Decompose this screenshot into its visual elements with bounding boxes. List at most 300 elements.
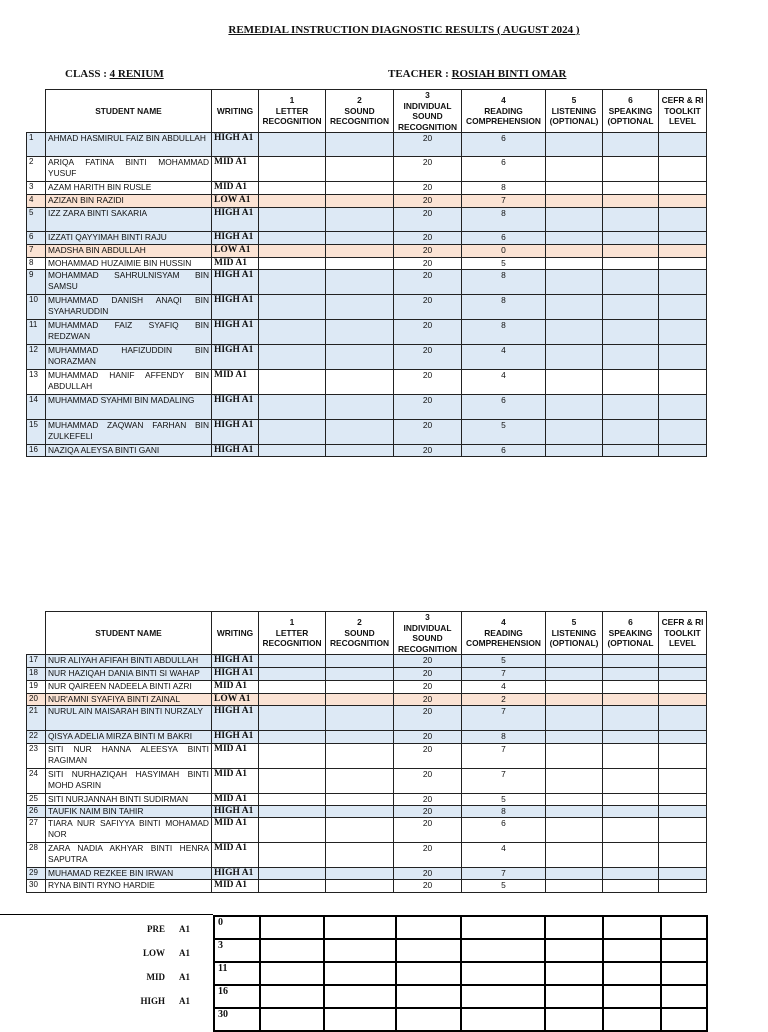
speaking-cell (603, 818, 659, 843)
writing-level-cell: MID A1 (212, 258, 259, 270)
letter-recognition-cell (259, 270, 326, 295)
listening-cell (546, 420, 603, 445)
writing-level-cell: HIGH A1 (212, 731, 259, 744)
individual-sound-recognition-cell: 20 (394, 245, 462, 258)
row-number-cell: 14 (27, 395, 46, 420)
summary-count-cell: 3 (214, 939, 260, 962)
table-row (27, 731, 707, 744)
summary-count-cell: 16 (214, 985, 260, 1008)
cefr-level-cell (659, 843, 707, 868)
header-listening: 5 LISTENING (OPTIONAL) (546, 612, 603, 655)
listening-cell (546, 681, 603, 694)
speaking-cell (603, 769, 659, 794)
individual-sound-recognition-cell: 20 (394, 270, 462, 295)
header-writing: WRITING (212, 612, 259, 655)
listening-cell (546, 668, 603, 681)
individual-sound-recognition-cell: 20 (394, 208, 462, 232)
letter-recognition-cell (259, 818, 326, 843)
summary-row (214, 962, 707, 985)
reading-comprehension-cell: 4 (462, 370, 546, 395)
individual-sound-recognition-cell: 20 (394, 370, 462, 395)
sound-recognition-cell (326, 295, 394, 320)
student-name-cell: MOHAMMAD SAHRULNISYAM BIN SAMSU (46, 270, 212, 295)
cefr-level-cell (659, 370, 707, 395)
summary-empty-cell (661, 962, 707, 985)
sound-recognition-cell (326, 208, 394, 232)
reading-comprehension-cell: 6 (462, 133, 546, 157)
cefr-level-cell (659, 133, 707, 157)
speaking-cell (603, 270, 659, 295)
writing-level-cell: MID A1 (212, 744, 259, 769)
writing-level-cell: HIGH A1 (212, 232, 259, 245)
table-row (27, 320, 707, 345)
summary-empty-cell (324, 916, 396, 939)
class-info (65, 68, 164, 80)
speaking-cell (603, 395, 659, 420)
student-name-cell: NUR ALIYAH AFIFAH BINTI ABDULLAH (46, 655, 212, 668)
summary-labels (100, 924, 190, 1020)
summary-empty-cell (545, 985, 603, 1008)
writing-level-cell: HIGH A1 (212, 420, 259, 445)
listening-cell (546, 769, 603, 794)
letter-recognition-cell (259, 655, 326, 668)
cefr-level-cell (659, 818, 707, 843)
speaking-cell (603, 182, 659, 195)
sound-recognition-cell (326, 445, 394, 457)
writing-level-cell: HIGH A1 (212, 345, 259, 370)
letter-recognition-cell (259, 245, 326, 258)
summary-empty-cell (603, 939, 661, 962)
summary-row (214, 1008, 707, 1031)
reading-comprehension-cell: 6 (462, 395, 546, 420)
reading-comprehension-cell: 4 (462, 681, 546, 694)
reading-comprehension-cell: 0 (462, 245, 546, 258)
table-row (27, 706, 707, 731)
listening-cell (546, 880, 603, 893)
row-number-cell: 6 (27, 232, 46, 245)
table-row (27, 195, 707, 208)
writing-level-cell: MID A1 (212, 370, 259, 395)
summary-empty-cell (324, 1008, 396, 1031)
sound-recognition-cell (326, 157, 394, 182)
letter-recognition-cell (259, 133, 326, 157)
speaking-cell (603, 681, 659, 694)
reading-comprehension-cell: 8 (462, 270, 546, 295)
writing-level-cell: MID A1 (212, 880, 259, 893)
table-row (27, 445, 707, 457)
writing-level-cell: HIGH A1 (212, 655, 259, 668)
table-row (27, 258, 707, 270)
summary-empty-cell (461, 962, 545, 985)
row-number-cell: 15 (27, 420, 46, 445)
individual-sound-recognition-cell: 20 (394, 806, 462, 818)
summary-empty-cell (603, 916, 661, 939)
summary-label: HIGH A1 (140, 996, 190, 1006)
student-name-cell: MUHAMMAD HANIF AFFENDY BIN ABDULLAH (46, 370, 212, 395)
listening-cell (546, 445, 603, 457)
summary-row (214, 985, 707, 1008)
row-number-cell: 7 (27, 245, 46, 258)
cefr-level-cell (659, 320, 707, 345)
individual-sound-recognition-cell: 20 (394, 157, 462, 182)
letter-recognition-cell (259, 843, 326, 868)
summary-empty-cell (461, 916, 545, 939)
listening-cell (546, 794, 603, 806)
summary-empty-cell (661, 939, 707, 962)
writing-level-cell: HIGH A1 (212, 320, 259, 345)
speaking-cell (603, 370, 659, 395)
reading-comprehension-cell: 7 (462, 706, 546, 731)
table-row (27, 681, 707, 694)
row-number-cell: 29 (27, 868, 46, 880)
row-number-cell: 18 (27, 668, 46, 681)
table-row (27, 232, 707, 245)
individual-sound-recognition-cell: 20 (394, 320, 462, 345)
summary-divider (0, 914, 213, 915)
table-row (27, 843, 707, 868)
page-title: REMEDIAL INSTRUCTION DIAGNOSTIC RESULTS ( AUGUST 2024 ) (228, 24, 580, 36)
student-name-cell: MUHAMMAD SYAHMI BIN MADALING (46, 395, 212, 420)
summary-empty-cell (603, 985, 661, 1008)
speaking-cell (603, 295, 659, 320)
summary-empty-cell (324, 962, 396, 985)
listening-cell (546, 133, 603, 157)
summary-empty-cell (661, 916, 707, 939)
letter-recognition-cell (259, 744, 326, 769)
summary-count-cell: 30 (214, 1008, 260, 1031)
row-number-cell: 17 (27, 655, 46, 668)
sound-recognition-cell (326, 270, 394, 295)
summary-empty-cell (661, 1008, 707, 1031)
reading-comprehension-cell: 4 (462, 843, 546, 868)
sound-recognition-cell (326, 706, 394, 731)
header-student-name: STUDENT NAME (46, 612, 212, 655)
sound-recognition-cell (326, 258, 394, 270)
row-number-cell: 26 (27, 806, 46, 818)
speaking-cell (603, 744, 659, 769)
summary-empty-cell (324, 939, 396, 962)
table-row (27, 182, 707, 195)
individual-sound-recognition-cell: 20 (394, 133, 462, 157)
letter-recognition-cell (259, 706, 326, 731)
table-row (27, 880, 707, 893)
reading-comprehension-cell: 5 (462, 420, 546, 445)
row-number-cell: 10 (27, 295, 46, 320)
speaking-cell (603, 694, 659, 706)
student-name-cell: SITI NUR HANNA ALEESYA BINTI RAGIMAN (46, 744, 212, 769)
letter-recognition-cell (259, 731, 326, 744)
cefr-level-cell (659, 880, 707, 893)
listening-cell (546, 195, 603, 208)
letter-recognition-cell (259, 694, 326, 706)
letter-recognition-cell (259, 420, 326, 445)
speaking-cell (603, 843, 659, 868)
summary-empty-cell (603, 962, 661, 985)
summary-empty-cell (260, 916, 324, 939)
row-number-cell: 21 (27, 706, 46, 731)
student-name-cell: ZARA NADIA AKHYAR BINTI HENRA SAPUTRA (46, 843, 212, 868)
speaking-cell (603, 868, 659, 880)
reading-comprehension-cell: 7 (462, 668, 546, 681)
sound-recognition-cell (326, 744, 394, 769)
cefr-level-cell (659, 208, 707, 232)
individual-sound-recognition-cell: 20 (394, 420, 462, 445)
sound-recognition-cell (326, 395, 394, 420)
header-row (27, 612, 707, 655)
header-no (27, 90, 46, 133)
summary-row (214, 916, 707, 939)
cefr-level-cell (659, 694, 707, 706)
reading-comprehension-cell: 8 (462, 320, 546, 345)
individual-sound-recognition-cell: 20 (394, 769, 462, 794)
summary-empty-cell (396, 1008, 461, 1031)
individual-sound-recognition-cell: 20 (394, 345, 462, 370)
listening-cell (546, 818, 603, 843)
results-table-2 (26, 611, 707, 893)
table-row (27, 370, 707, 395)
row-number-cell: 23 (27, 744, 46, 769)
listening-cell (546, 395, 603, 420)
speaking-cell (603, 668, 659, 681)
reading-comprehension-cell: 6 (462, 445, 546, 457)
writing-level-cell: HIGH A1 (212, 806, 259, 818)
row-number-cell: 30 (27, 880, 46, 893)
cefr-level-cell (659, 681, 707, 694)
speaking-cell (603, 157, 659, 182)
student-name-cell: NUR HAZIQAH DANIA BINTI SI WAHAP (46, 668, 212, 681)
reading-comprehension-cell: 8 (462, 295, 546, 320)
row-number-cell: 5 (27, 208, 46, 232)
sound-recognition-cell (326, 232, 394, 245)
header-sound-recognition: 2 SOUND RECOGNITION (326, 90, 394, 133)
cefr-level-cell (659, 868, 707, 880)
speaking-cell (603, 258, 659, 270)
cefr-level-cell (659, 270, 707, 295)
letter-recognition-cell (259, 195, 326, 208)
reading-comprehension-cell: 7 (462, 195, 546, 208)
listening-cell (546, 868, 603, 880)
sound-recognition-cell (326, 320, 394, 345)
speaking-cell (603, 880, 659, 893)
sound-recognition-cell (326, 880, 394, 893)
cefr-level-cell (659, 420, 707, 445)
listening-cell (546, 694, 603, 706)
letter-recognition-cell (259, 320, 326, 345)
individual-sound-recognition-cell: 20 (394, 232, 462, 245)
listening-cell (546, 208, 603, 232)
row-number-cell: 9 (27, 270, 46, 295)
writing-level-cell: HIGH A1 (212, 208, 259, 232)
student-name-cell: MUHAMMAD HAFIZUDDIN BIN NORAZMAN (46, 345, 212, 370)
listening-cell (546, 157, 603, 182)
writing-level-cell: MID A1 (212, 681, 259, 694)
cefr-level-cell (659, 731, 707, 744)
reading-comprehension-cell: 8 (462, 731, 546, 744)
individual-sound-recognition-cell: 20 (394, 655, 462, 668)
row-number-cell: 22 (27, 731, 46, 744)
individual-sound-recognition-cell: 20 (394, 794, 462, 806)
student-name-cell: MUHAMMAD DANISH ANAQI BIN SYAHARUDDIN (46, 295, 212, 320)
listening-cell (546, 806, 603, 818)
summary-empty-cell (396, 939, 461, 962)
writing-level-cell: LOW A1 (212, 195, 259, 208)
letter-recognition-cell (259, 769, 326, 794)
row-number-cell: 11 (27, 320, 46, 345)
sound-recognition-cell (326, 133, 394, 157)
reading-comprehension-cell: 5 (462, 258, 546, 270)
sound-recognition-cell (326, 731, 394, 744)
cefr-level-cell (659, 258, 707, 270)
cefr-level-cell (659, 395, 707, 420)
listening-cell (546, 706, 603, 731)
reading-comprehension-cell: 7 (462, 868, 546, 880)
student-name-cell: AZIZAN BIN RAZIDI (46, 195, 212, 208)
cefr-level-cell (659, 295, 707, 320)
table-row (27, 769, 707, 794)
cefr-level-cell (659, 769, 707, 794)
individual-sound-recognition-cell: 20 (394, 445, 462, 457)
row-number-cell: 28 (27, 843, 46, 868)
individual-sound-recognition-cell: 20 (394, 668, 462, 681)
summary-label: LOW A1 (142, 948, 190, 958)
individual-sound-recognition-cell: 20 (394, 195, 462, 208)
speaking-cell (603, 195, 659, 208)
header-listening: 5 LISTENING (OPTIONAL) (546, 90, 603, 133)
teacher-value: ROSIAH BINTI OMAR (451, 68, 567, 80)
individual-sound-recognition-cell: 20 (394, 880, 462, 893)
student-name-cell: NUR'AMNI SYAFIYA BINTI ZAINAL (46, 694, 212, 706)
individual-sound-recognition-cell: 20 (394, 706, 462, 731)
header-speaking: 6 SPEAKING (OPTIONAL (603, 612, 659, 655)
individual-sound-recognition-cell: 20 (394, 868, 462, 880)
cefr-level-cell (659, 706, 707, 731)
sound-recognition-cell (326, 818, 394, 843)
table-row (27, 744, 707, 769)
table-row (27, 245, 707, 258)
summary-empty-cell (603, 1008, 661, 1031)
row-number-cell: 8 (27, 258, 46, 270)
teacher-info (388, 68, 566, 80)
listening-cell (546, 345, 603, 370)
header-reading-comprehension: 4 READING COMPREHENSION (462, 90, 546, 133)
listening-cell (546, 270, 603, 295)
cefr-level-cell (659, 232, 707, 245)
summary-empty-cell (260, 962, 324, 985)
reading-comprehension-cell: 6 (462, 818, 546, 843)
sound-recognition-cell (326, 806, 394, 818)
reading-comprehension-cell: 6 (462, 157, 546, 182)
cefr-level-cell (659, 445, 707, 457)
summary-empty-cell (260, 939, 324, 962)
listening-cell (546, 245, 603, 258)
reading-comprehension-cell: 8 (462, 208, 546, 232)
student-name-cell: IZZ ZARA BINTI SAKARIA (46, 208, 212, 232)
row-number-cell: 3 (27, 182, 46, 195)
student-name-cell: NAZIQA ALEYSA BINTI GANI (46, 445, 212, 457)
cefr-level-cell (659, 195, 707, 208)
speaking-cell (603, 133, 659, 157)
letter-recognition-cell (259, 868, 326, 880)
individual-sound-recognition-cell: 20 (394, 258, 462, 270)
student-name-cell: IZZATI QAYYIMAH BINTI RAJU (46, 232, 212, 245)
row-number-cell: 4 (27, 195, 46, 208)
letter-recognition-cell (259, 668, 326, 681)
student-name-cell: MOHAMMAD HUZAIMIE BIN HUSSIN (46, 258, 212, 270)
sound-recognition-cell (326, 681, 394, 694)
table-row (27, 295, 707, 320)
header-student-name: STUDENT NAME (46, 90, 212, 133)
speaking-cell (603, 420, 659, 445)
speaking-cell (603, 208, 659, 232)
reading-comprehension-cell: 5 (462, 794, 546, 806)
row-number-cell: 27 (27, 818, 46, 843)
sound-recognition-cell (326, 420, 394, 445)
summary-row (214, 939, 707, 962)
writing-level-cell: MID A1 (212, 818, 259, 843)
table-row (27, 655, 707, 668)
writing-level-cell: LOW A1 (212, 245, 259, 258)
student-name-cell: MUHAMMAD FAIZ SYAFIQ BIN REDZWAN (46, 320, 212, 345)
sound-recognition-cell (326, 769, 394, 794)
sound-recognition-cell (326, 370, 394, 395)
row-number-cell: 13 (27, 370, 46, 395)
individual-sound-recognition-cell: 20 (394, 681, 462, 694)
reading-comprehension-cell: 6 (462, 232, 546, 245)
speaking-cell (603, 794, 659, 806)
student-name-cell: MUHAMAD REZKEE BIN IRWAN (46, 868, 212, 880)
letter-recognition-cell (259, 445, 326, 457)
results-table-1 (26, 89, 707, 457)
letter-recognition-cell (259, 395, 326, 420)
individual-sound-recognition-cell: 20 (394, 182, 462, 195)
listening-cell (546, 370, 603, 395)
letter-recognition-cell (259, 232, 326, 245)
student-name-cell: AZAM HARITH BIN RUSLE (46, 182, 212, 195)
summary-empty-cell (396, 985, 461, 1008)
row-number-cell: 25 (27, 794, 46, 806)
sound-recognition-cell (326, 345, 394, 370)
reading-comprehension-cell: 7 (462, 769, 546, 794)
writing-level-cell: HIGH A1 (212, 445, 259, 457)
letter-recognition-cell (259, 370, 326, 395)
reading-comprehension-cell: 4 (462, 345, 546, 370)
summary-label: PRE A1 (147, 924, 190, 934)
writing-level-cell: HIGH A1 (212, 395, 259, 420)
individual-sound-recognition-cell: 20 (394, 731, 462, 744)
table-row (27, 794, 707, 806)
cefr-level-cell (659, 182, 707, 195)
row-number-cell: 2 (27, 157, 46, 182)
summary-empty-cell (396, 962, 461, 985)
summary-label: MID A1 (146, 972, 190, 982)
table-row (27, 208, 707, 232)
student-name-cell: NURUL AIN MAISARAH BINTI NURZALY (46, 706, 212, 731)
class-label: CLASS : (65, 68, 107, 80)
letter-recognition-cell (259, 681, 326, 694)
summary-table (213, 915, 708, 1032)
speaking-cell (603, 232, 659, 245)
summary-empty-cell (260, 1008, 324, 1031)
letter-recognition-cell (259, 345, 326, 370)
teacher-label: TEACHER : (388, 68, 449, 80)
cefr-level-cell (659, 655, 707, 668)
listening-cell (546, 744, 603, 769)
class-value: 4 RENIUM (109, 68, 164, 80)
row-number-cell: 24 (27, 769, 46, 794)
student-name-cell: ARIQA FATINA BINTI MOHAMMAD YUSUF (46, 157, 212, 182)
student-name-cell: SITI NURJANNAH BINTI SUDIRMAN (46, 794, 212, 806)
student-name-cell: MUHAMMAD ZAQWAN FARHAN BIN ZULKEFELI (46, 420, 212, 445)
